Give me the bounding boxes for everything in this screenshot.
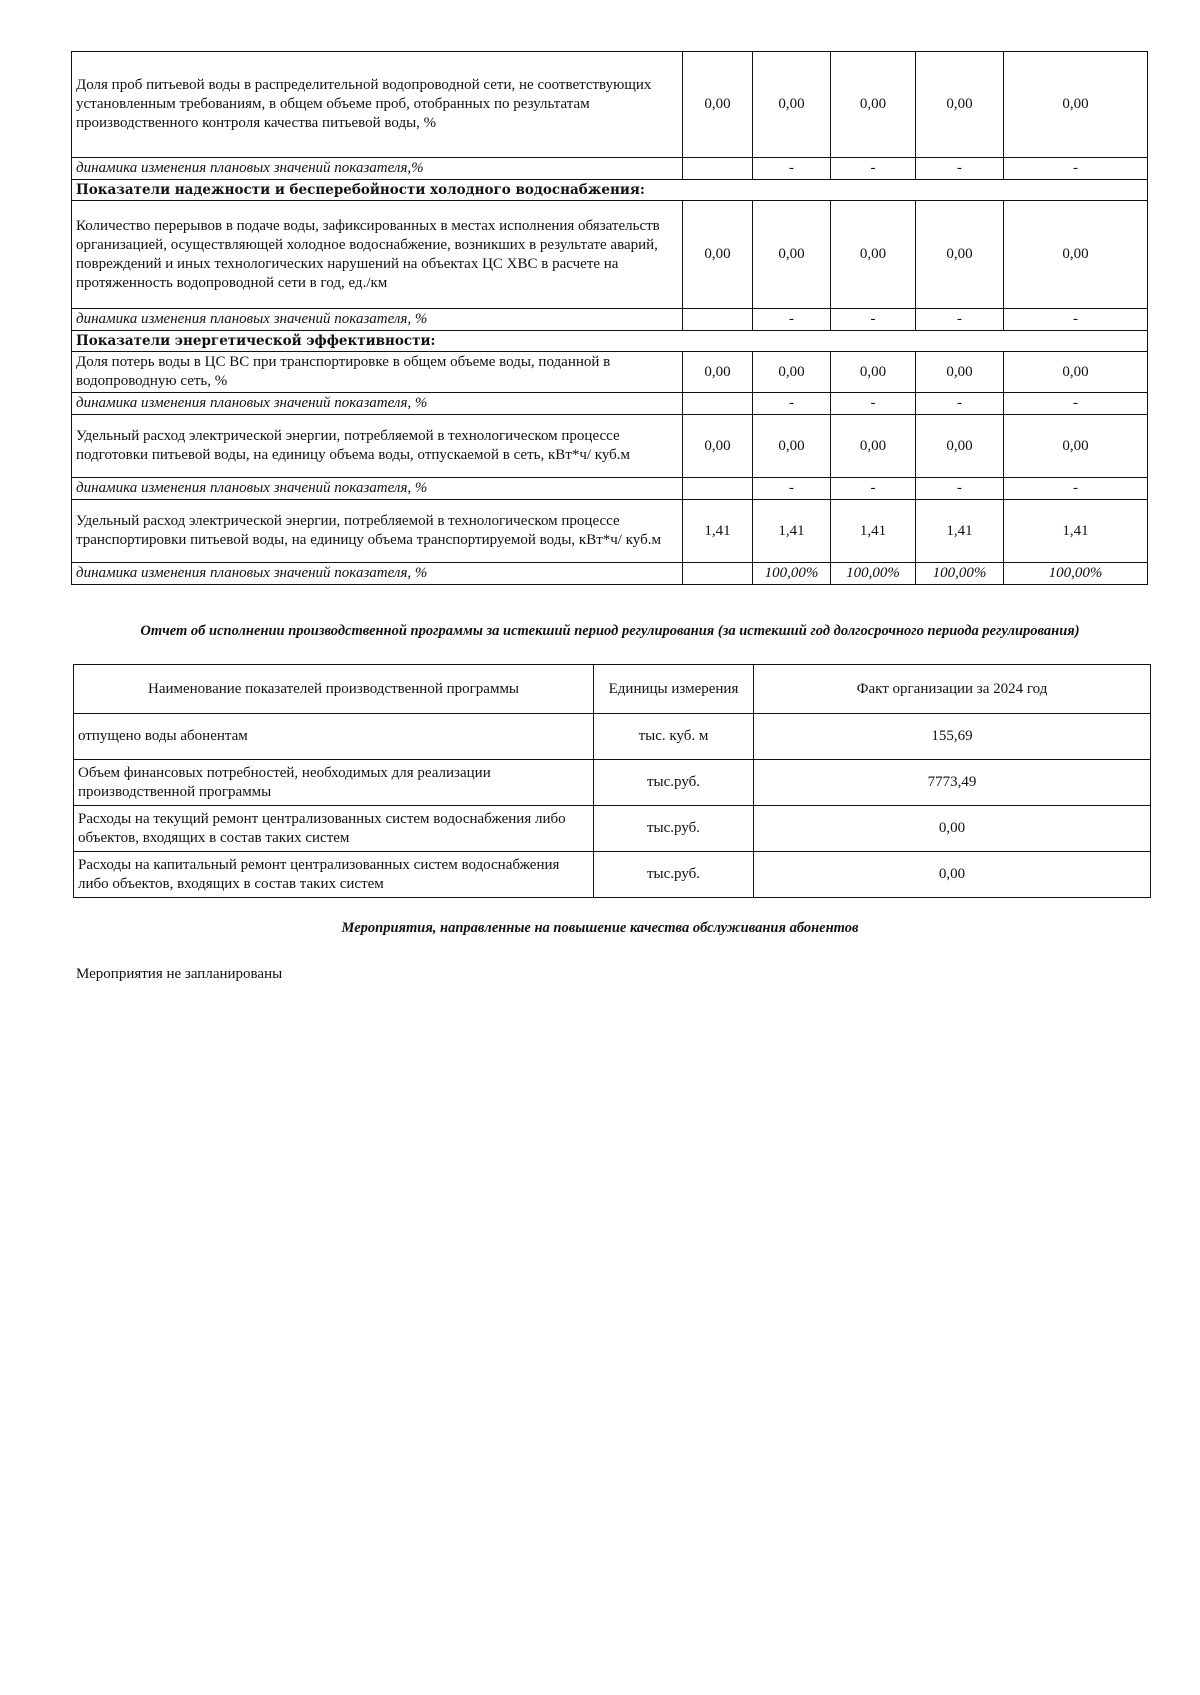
dynamics-value: - (831, 158, 916, 180)
dynamics-row (72, 478, 1148, 500)
report-row-fact: 7773,49 (754, 760, 1151, 806)
dynamics-value: 100,00% (916, 563, 1004, 585)
dynamics-value (683, 158, 753, 180)
indicator-value: 0,00 (753, 415, 831, 478)
dynamics-value: - (831, 478, 916, 500)
dynamics-value: - (1004, 309, 1148, 331)
dynamics-value: 100,00% (1004, 563, 1148, 585)
report-header-unit: Единицы измерения (594, 665, 754, 714)
table-row (74, 760, 1151, 806)
section-row (72, 180, 1148, 201)
dynamics-row (72, 563, 1148, 585)
dynamics-value: 100,00% (831, 563, 916, 585)
dynamics-row (72, 309, 1148, 331)
indicator-value: 0,00 (1004, 415, 1148, 478)
dynamics-value: - (916, 309, 1004, 331)
indicator-row (72, 201, 1148, 309)
report-title: Отчет об исполнении производственной программы за истекший период регулирования (за истекший год долгосрочного периода регулирования) (140, 623, 1080, 639)
indicator-value: 0,00 (1004, 52, 1148, 158)
indicator-label: Доля проб питьевой воды в распределительной водопроводной сети, не соответствующих установленным требованиям, в общем объеме проб, отобранных по результатам производственного контроля качества питьевой воды, % (72, 52, 683, 158)
report-row-name: Расходы на капитальный ремонт централизованных систем водоснабжения либо объектов, входящих в состав таких систем (74, 852, 594, 898)
indicators-table (71, 51, 1148, 585)
report-row-fact: 155,69 (754, 714, 1151, 760)
indicator-value: 0,00 (916, 201, 1004, 309)
dynamics-value: - (1004, 478, 1148, 500)
report-row-unit: тыс.руб. (594, 852, 754, 898)
dynamics-value: 100,00% (753, 563, 831, 585)
indicator-row (72, 500, 1148, 563)
section-row (72, 331, 1148, 352)
section-heading: Показатели энергетической эффективности: (72, 331, 1148, 352)
indicator-row (72, 415, 1148, 478)
report-row-unit: тыс.руб. (594, 760, 754, 806)
indicator-value: 0,00 (831, 352, 916, 393)
report-header-row (74, 665, 1151, 714)
indicator-value: 0,00 (916, 415, 1004, 478)
indicator-value: 0,00 (831, 415, 916, 478)
dynamics-value: - (753, 478, 831, 500)
dynamics-value: - (916, 478, 1004, 500)
indicator-value: 0,00 (683, 352, 753, 393)
indicator-label: Доля потерь воды в ЦС ВС при транспортировке в общем объеме воды, поданной в водопроводную сеть, % (72, 352, 683, 393)
indicator-value: 0,00 (831, 52, 916, 158)
indicator-value: 0,00 (1004, 201, 1148, 309)
dynamics-label: динамика изменения плановых значений показателя, % (72, 478, 683, 500)
indicator-value: 0,00 (683, 201, 753, 309)
table-row (74, 714, 1151, 760)
dynamics-value (683, 393, 753, 415)
table-row (74, 852, 1151, 898)
dynamics-label: динамика изменения плановых значений показателя, % (72, 393, 683, 415)
report-table (73, 664, 1151, 898)
indicator-value: 0,00 (683, 52, 753, 158)
report-row-unit: тыс.руб. (594, 806, 754, 852)
dynamics-value: - (1004, 158, 1148, 180)
indicator-value: 1,41 (1004, 500, 1148, 563)
indicator-value: 1,41 (831, 500, 916, 563)
dynamics-value (683, 478, 753, 500)
dynamics-value: - (753, 309, 831, 331)
indicator-value: 1,41 (753, 500, 831, 563)
indicator-value: 0,00 (753, 352, 831, 393)
dynamics-value: - (1004, 393, 1148, 415)
dynamics-label: динамика изменения плановых значений показателя,% (72, 158, 683, 180)
indicator-value: 0,00 (916, 352, 1004, 393)
indicator-label: Удельный расход электрической энергии, потребляемой в технологическом процессе подготовки питьевой воды, на единицу объема воды, отпускаемой в сеть, кВт*ч/ куб.м (72, 415, 683, 478)
dynamics-value: - (753, 393, 831, 415)
indicator-label: Количество перерывов в подаче воды, зафиксированных в местах исполнения обязательств организацией, осуществляющей холодное водоснабжение, возникших в результате аварий, повреждений и иных технологических нарушений на объектах ЦС ХВС в расчете на протяженность водопроводной сети в год, ед./км (72, 201, 683, 309)
dynamics-value: - (916, 393, 1004, 415)
indicator-value: 0,00 (1004, 352, 1148, 393)
report-row-name: Расходы на текущий ремонт централизованных систем водоснабжения либо объектов, входящих в состав таких систем (74, 806, 594, 852)
report-row-fact: 0,00 (754, 806, 1151, 852)
dynamics-value: - (753, 158, 831, 180)
indicator-row (72, 352, 1148, 393)
indicator-value: 0,00 (753, 52, 831, 158)
dynamics-value (683, 309, 753, 331)
report-row-name: отпущено воды абонентам (74, 714, 594, 760)
indicator-row (72, 52, 1148, 158)
dynamics-value: - (831, 393, 916, 415)
report-row-name: Объем финансовых потребностей, необходимых для реализации производственной программы (74, 760, 594, 806)
events-title: Мероприятия, направленные на повышение качества обслуживания абонентов (341, 920, 859, 936)
indicator-value: 0,00 (753, 201, 831, 309)
indicator-value: 1,41 (916, 500, 1004, 563)
report-row-fact: 0,00 (754, 852, 1151, 898)
indicator-value: 0,00 (831, 201, 916, 309)
dynamics-label: динамика изменения плановых значений показателя, % (72, 309, 683, 331)
indicator-label: Удельный расход электрической энергии, потребляемой в технологическом процессе транспортировки питьевой воды, на единицу объема транспортируемой воды, кВт*ч/ куб.м (72, 500, 683, 563)
report-header-fact: Факт организации за 2024 год (754, 665, 1151, 714)
events-text: Мероприятия не запланированы (76, 966, 283, 982)
dynamics-value (683, 563, 753, 585)
report-row-unit: тыс. куб. м (594, 714, 754, 760)
dynamics-row (72, 158, 1148, 180)
dynamics-row (72, 393, 1148, 415)
dynamics-value: - (916, 158, 1004, 180)
indicator-value: 0,00 (683, 415, 753, 478)
report-header-name: Наименование показателей производственной программы (74, 665, 594, 714)
table-row (74, 806, 1151, 852)
indicator-value: 0,00 (916, 52, 1004, 158)
section-heading: Показатели надежности и бесперебойности холодного водоснабжения: (72, 180, 1148, 201)
indicator-value: 1,41 (683, 500, 753, 563)
dynamics-value: - (831, 309, 916, 331)
dynamics-label: динамика изменения плановых значений показателя, % (72, 563, 683, 585)
